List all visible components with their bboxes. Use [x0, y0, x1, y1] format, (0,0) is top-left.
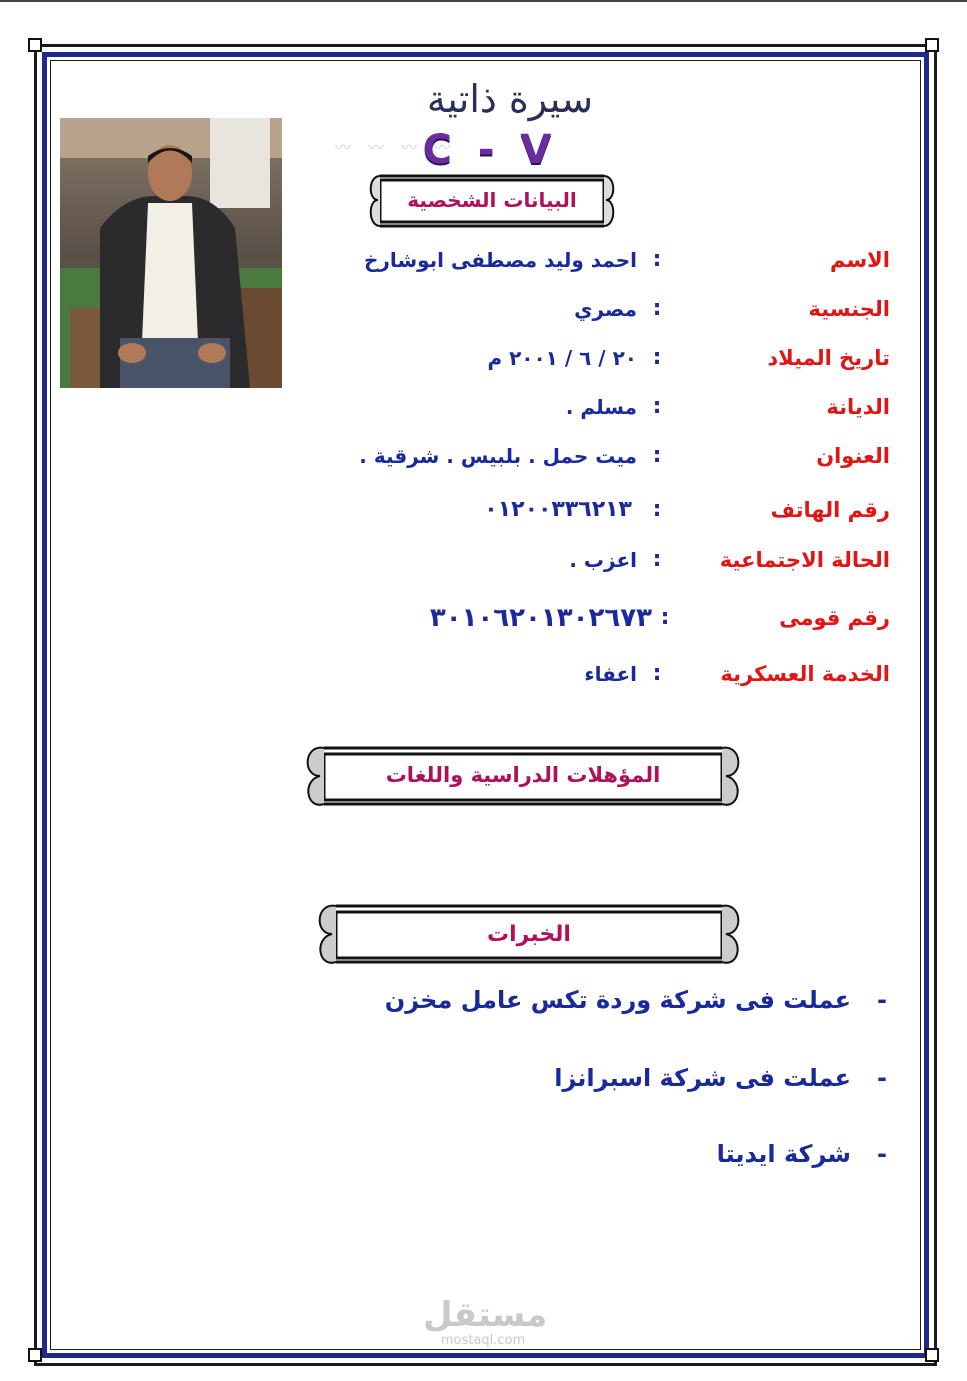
top-edge-line [0, 0, 967, 2]
experience-item [327, 1062, 887, 1094]
info-value: مسلم . [565, 395, 637, 419]
section-banner-experience [312, 900, 746, 970]
info-colon: : [652, 247, 662, 272]
list-dash: - [877, 1140, 887, 1168]
profile-photo [60, 118, 282, 388]
cv-abbreviation: C - V [422, 127, 558, 173]
info-value: اعفاء [584, 662, 637, 686]
info-label: الجنسية [808, 297, 890, 321]
section-banner-personal [366, 170, 618, 232]
info-label: الحالة الاجتماعية [719, 548, 890, 572]
info-colon: : [652, 296, 662, 321]
experience-text: شركة ايديتا [716, 1140, 851, 1168]
info-value: احمد وليد مصطفى ابوشارخ [364, 248, 637, 272]
info-colon: : [652, 345, 662, 370]
section-title-experience: الخبرات [487, 922, 571, 947]
info-value: ميت حمل . بلبيس . شرقية . [359, 444, 637, 468]
info-value: ٢٠ / ٦ / ٢٠٠١ م [487, 346, 637, 370]
border-corner-top-left [28, 38, 42, 52]
section-banner-education [300, 740, 746, 812]
info-label: الاسم [830, 248, 890, 272]
info-label: تاريخ الميلاد [767, 346, 890, 370]
info-label: رقم الهاتف [770, 498, 890, 522]
title-shadow-ornament: 〰 〰 〰 〰 [335, 138, 457, 157]
info-value: مصري [574, 297, 637, 321]
info-label: الديانة [826, 395, 890, 419]
cv-title: سيرة ذاتية [426, 77, 594, 121]
info-colon: : [652, 661, 662, 686]
list-dash: - [877, 1064, 887, 1092]
experience-text: عملت فى شركة وردة تكس عامل مخزن [384, 986, 851, 1014]
info-colon: : [652, 547, 662, 572]
info-colon: : [660, 605, 670, 630]
section-title-education: المؤهلات الدراسية واللغات [385, 763, 661, 787]
border-corner-bottom-left [28, 1348, 42, 1362]
experience-item [327, 984, 887, 1016]
info-colon: : [652, 443, 662, 468]
watermark-arabic: مستقل [423, 1295, 548, 1335]
info-value: اعزب . [569, 548, 637, 572]
info-colon: : [652, 394, 662, 419]
experience-item [327, 1138, 887, 1170]
section-title-personal: البيانات الشخصية [407, 188, 577, 212]
border-corner-bottom-right [925, 1348, 939, 1362]
info-value: ٣٠١٠٦٢٠١٣٠٢٦٧٣ [429, 603, 652, 633]
info-label: رقم قومى [779, 606, 890, 630]
border-corner-top-right [925, 38, 939, 52]
info-label: الخدمة العسكرية [720, 662, 890, 686]
info-label: العنوان [816, 444, 890, 468]
experience-text: عملت فى شركة اسبرانزا [554, 1064, 851, 1092]
info-value: ٠١٢٠٠٣٣٦٢١٣ [484, 497, 632, 522]
mostaql-watermark [423, 1295, 548, 1348]
watermark-latin: mostaql.com [440, 1333, 526, 1348]
info-colon: : [652, 497, 662, 522]
list-dash: - [877, 986, 887, 1014]
